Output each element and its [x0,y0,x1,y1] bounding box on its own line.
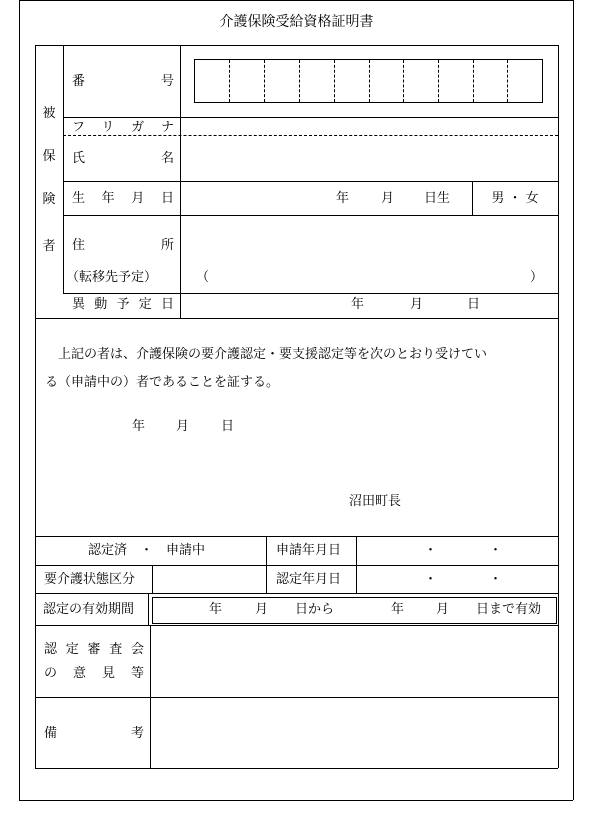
validity-top-line [35,593,558,594]
insured-section-label-1: 被 [42,106,56,121]
insured-left-line [35,45,36,318]
number-box-divider [229,60,230,102]
name-field[interactable] [181,136,557,180]
validity-from-month: 月 [255,602,269,617]
number-box-divider [334,60,335,102]
move-date-day: 日 [467,297,481,312]
number-box-divider [473,60,474,102]
remarks-field[interactable] [151,698,557,767]
moving-paren-close: ） [530,270,544,285]
number-box-divider [507,60,508,102]
lower-bottom-line [35,768,558,769]
care-level-field[interactable] [153,566,265,592]
validity-to-year: 年 [391,602,405,617]
certified-or-applying[interactable]: 認定済 ・ 申請中 [88,543,206,558]
review-label-line-2: の意見等 [44,666,144,681]
certification-line-1: 上記の者は、介護保険の要介護認定・要支援認定等を次のとおり受けてい [58,347,488,362]
application-date-dots: ・ ・ [424,543,503,558]
validity-from-day: 日から [295,602,335,617]
number-box-divider [369,60,370,102]
birthdate-year: 年 [336,191,350,206]
review-field[interactable] [151,626,557,696]
number-box-divider [438,60,439,102]
validity-label: 認定の有効期間 [43,602,135,617]
validity-to-day: 日まで有効 [476,602,542,617]
number-box-divider [264,60,265,102]
status-top-line [35,536,558,537]
number-label: 番号 [72,74,174,89]
status-right-column-line [356,536,357,593]
remarks-label: 備考 [44,726,144,741]
number-box-divider [403,60,404,102]
outer-border-right [573,0,574,800]
outer-border-bottom [19,800,573,801]
certification-date-year: 年 [132,419,146,434]
validity-from-year: 年 [209,602,223,617]
lower-left-line [35,318,36,768]
application-date-label: 申請年月日 [276,543,342,558]
status-middle-line [35,565,558,566]
birthdate-label: 生年月日 [72,191,174,206]
certification-date-dots: ・ ・ [424,572,503,587]
certification-top-line [35,318,558,319]
certification-date-label: 認定年月日 [276,572,342,587]
birthdate-top-line [63,181,558,182]
move-date-top-line [63,293,558,294]
move-date-label: 異動予定日 [72,297,174,312]
number-box-divider [299,60,300,102]
insured-top-line [35,45,558,46]
care-level-label: 要介護状態区分 [44,572,136,587]
insured-section-label-4: 者 [42,239,56,254]
furigana-label: フリガナ [72,120,174,135]
birthdate-month: 月 [381,191,395,206]
issuer-name: 沼田町長 [349,494,402,509]
insured-section-label-2: 保 [42,149,56,164]
status-middle-column-line [266,536,267,593]
outer-border-left [19,0,20,800]
certification-date-month: 月 [176,419,190,434]
address-field[interactable] [181,216,557,262]
move-date-year: 年 [351,297,365,312]
insured-section-label-3: 険 [42,192,56,207]
validity-to-month: 月 [436,602,450,617]
review-label-line-1: 認定審査会 [44,642,144,657]
insured-label-column-line [63,45,64,293]
page-title: 介護保険受給資格証明書 [219,14,374,30]
certification-date-day: 日 [221,419,235,434]
sex-options[interactable]: 男 ・ 女 [491,191,539,206]
name-label: 氏名 [72,151,174,166]
birthdate-day: 日生 [424,191,451,206]
moving-paren-open: （ [196,270,210,285]
outer-border-top [19,0,573,1]
validity-column-line [148,593,149,625]
furigana-field[interactable] [181,118,557,134]
address-label: 住所 [72,238,174,253]
certification-line-2: る（申請中の）者であることを証する。 [45,375,280,390]
insured-right-line [558,45,559,318]
number-boxes[interactable] [194,59,543,103]
move-date-month: 月 [410,297,424,312]
moving-label: （転移先予定） [66,270,158,285]
lower-right-line [558,318,559,768]
